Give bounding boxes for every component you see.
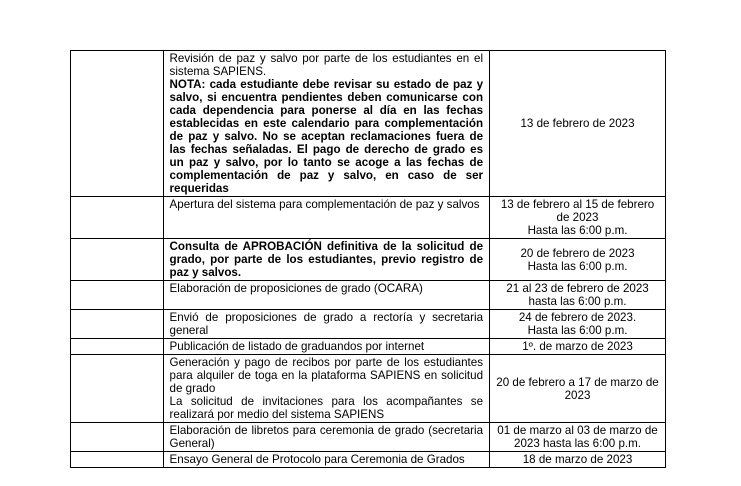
date-text: 20 de febrero de 2023 xyxy=(520,246,635,260)
date-text: 21 al 23 de febrero de 2023 hasta las 6:00 p.m. xyxy=(506,282,649,308)
date-text: 20 de febrero a 17 de marzo de 2023 xyxy=(496,375,659,402)
date-text: 13 de febrero de 2023 xyxy=(520,117,635,130)
date-cell xyxy=(490,310,666,339)
date-cell xyxy=(490,423,666,452)
date-time: Hasta las 6:00 p.m. xyxy=(527,224,628,237)
activity-cell xyxy=(163,197,489,239)
activity-cell xyxy=(163,355,489,423)
empty-cell xyxy=(71,281,164,310)
activity-cell xyxy=(163,239,489,281)
date-text: 24 de febrero de 2023. xyxy=(518,311,637,324)
empty-cell xyxy=(71,355,164,423)
activity-text: Consulta de APROBACIÓN definitiva de la solicitud de grado, por parte de los estudiantes, previo registro de paz y salvos. xyxy=(169,240,484,279)
table-row xyxy=(71,197,666,239)
table-row xyxy=(71,51,666,197)
activity-text: Revisión de paz y salvo por parte de los estudiantes en el sistema SAPIENS. xyxy=(169,52,484,78)
table-row xyxy=(71,239,666,281)
activity-cell xyxy=(163,281,489,310)
date-cell xyxy=(490,452,666,468)
calendar-body xyxy=(71,51,666,468)
activity-text: Publicación de listado de graduandos por internet xyxy=(169,340,425,353)
empty-cell xyxy=(71,339,164,355)
table-row xyxy=(71,452,666,468)
empty-cell xyxy=(71,51,164,197)
activity-text: Generación y pago de recibos por parte de los estudiantes para alquiler de toga en la plataforma SAPIENS en solicitud de grado xyxy=(169,356,484,395)
activity-text: Ensayo General de Protocolo para Ceremonia de Grados xyxy=(169,453,465,466)
date-text: 13 de febrero al 15 de febrero de 2023 xyxy=(500,198,655,224)
date-cell xyxy=(490,355,666,423)
table-row xyxy=(71,339,666,355)
date-cell xyxy=(490,197,666,239)
activity-cell xyxy=(163,452,489,468)
activity-text: Elaboración de libretos para ceremonia de grado (secretaria General) xyxy=(169,424,484,450)
date-text: 01 de marzo al 03 de marzo de 2023 hasta las 6:00 p.m. xyxy=(497,424,658,450)
date-cell xyxy=(490,51,666,197)
empty-cell xyxy=(71,423,164,452)
date-text: 1º. de marzo de 2023 xyxy=(522,340,633,353)
activity-cell xyxy=(163,310,489,339)
activity-cell xyxy=(163,423,489,452)
table-row xyxy=(71,355,666,423)
table-row xyxy=(71,423,666,452)
empty-cell xyxy=(71,239,164,281)
activity-cell xyxy=(163,339,489,355)
date-time: Hasta las 6:00 p.m. xyxy=(527,259,628,273)
date-cell xyxy=(490,281,666,310)
activity-text: Elaboración de proposiciones de grado (OCARA) xyxy=(169,282,423,295)
activity-note: NOTA: cada estudiante debe revisar su estado de paz y salvo, si encuentra pendientes deben comunicarse con cada dependencia para ponerse al día en las fechas establecidas en este calendario para complementación de paz y salvo. No se aceptan reclamaciones fuera de las fechas señaladas. El pago de derecho de grado es un paz y salvo, por lo tanto se acoge a las fechas de complementación de paz y salvo, en caso de ser requeridas xyxy=(169,78,484,195)
calendar-table xyxy=(70,50,666,468)
date-text: 18 de marzo de 2023 xyxy=(522,453,633,466)
activity-text: Envió de proposiciones de grado a rectoría y secretaria general xyxy=(169,311,484,337)
activity-text: Apertura del sistema para complementación de paz y salvos xyxy=(169,198,480,211)
empty-cell xyxy=(71,452,164,468)
date-cell xyxy=(490,339,666,355)
date-time: Hasta las 6:00 p.m. xyxy=(527,324,628,337)
activity-cell xyxy=(163,51,489,197)
table-row xyxy=(71,281,666,310)
empty-cell xyxy=(71,310,164,339)
activity-text-extra: La solicitud de invitaciones para los acompañantes se realizará por medio del sistema SAPIENS xyxy=(169,395,484,421)
date-cell xyxy=(490,239,666,281)
empty-cell xyxy=(71,197,164,239)
table-row xyxy=(71,310,666,339)
